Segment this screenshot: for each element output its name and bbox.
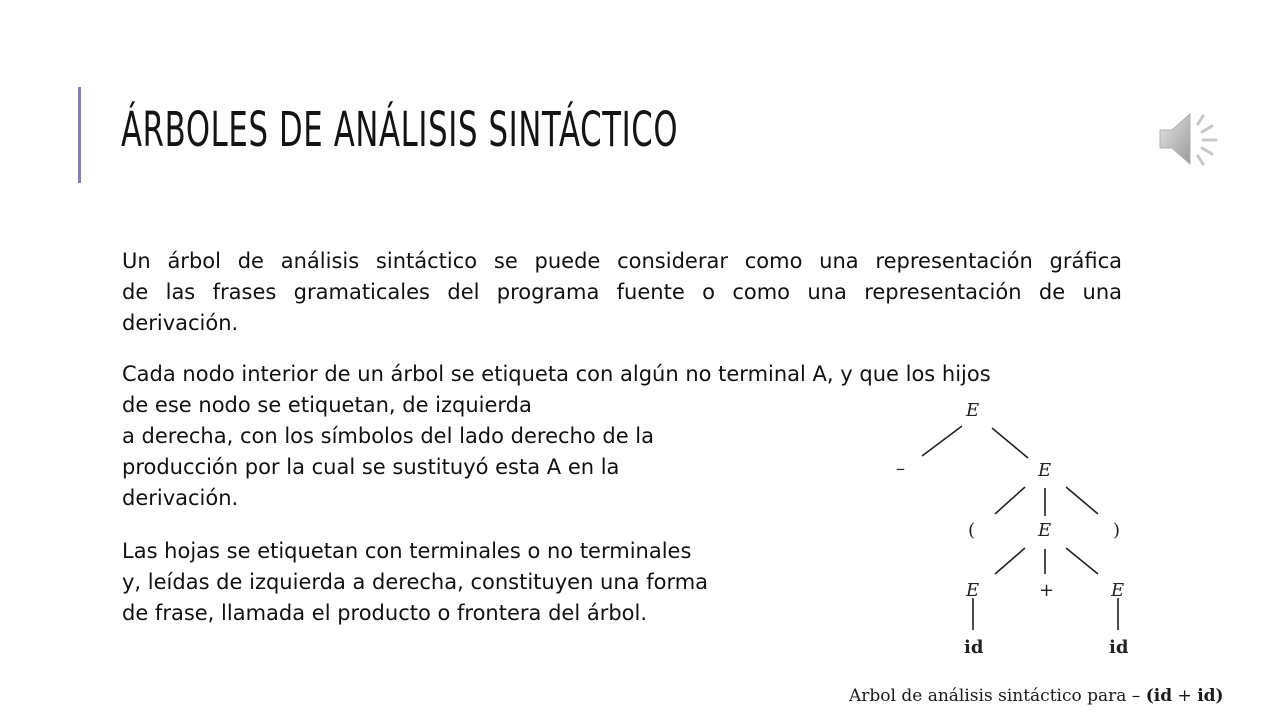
- paragraph-line: y, leídas de izquierda a derecha, constituyen una forma: [122, 570, 709, 594]
- tree-node-e5: E: [1111, 580, 1125, 601]
- tree-node-rparen: ): [1113, 520, 1121, 541]
- tree-node-minus: –: [896, 458, 905, 479]
- paragraph-definition: [122, 246, 1122, 339]
- tree-node-plus: +: [1039, 580, 1055, 601]
- paragraph-line: de ese nodo se etiquetan, de izquierda: [122, 393, 532, 417]
- paragraph-line: derivación.: [122, 311, 239, 335]
- caption-expr-open: (: [1145, 686, 1154, 706]
- tree-node-e3: E: [1038, 520, 1052, 541]
- tree-edge: [1066, 548, 1098, 574]
- tree-node-id2: id: [1109, 637, 1129, 658]
- caption-id2: id: [1197, 686, 1216, 706]
- caption-expr-close: ): [1215, 686, 1224, 706]
- tree-edge: [995, 548, 1025, 574]
- paragraph-line: de frase, llamada el producto o frontera del árbol.: [122, 601, 648, 625]
- tree-edge: [995, 487, 1025, 514]
- paragraph-line: Las hojas se etiquetan con terminales o no terminales: [122, 539, 692, 563]
- paragraph-line: producción por la cual se sustituyó esta A en la: [122, 455, 620, 479]
- tree-edge: [992, 428, 1028, 458]
- tree-node-root: E: [966, 400, 980, 421]
- title-accent-bar: [78, 87, 81, 183]
- tree-node-id1: id: [964, 637, 984, 658]
- paragraph-line: Un árbol de análisis sintáctico se puede considerar como una representación gráfica: [122, 249, 1122, 273]
- diagram-caption: [849, 686, 1224, 706]
- caption-op: +: [1177, 686, 1192, 706]
- speaker-icon[interactable]: [1156, 108, 1224, 170]
- caption-id1: id: [1153, 686, 1173, 706]
- tree-node-e2: E: [1038, 460, 1052, 481]
- tree-edge: [1066, 487, 1098, 514]
- paragraph-line: de las frases gramaticales del programa fuente o como una representación de una: [122, 280, 1122, 304]
- caption-prefix: Arbol de análisis sintáctico para –: [849, 686, 1141, 706]
- paragraph-line: derivación.: [122, 486, 239, 510]
- paragraph-line: a derecha, con los símbolos del lado derecho de la: [122, 424, 655, 448]
- slide-title: ÁRBOLES DE ANÁLISIS SINTÁCTICO: [121, 102, 679, 158]
- tree-node-e4: E: [966, 580, 980, 601]
- paragraph-leaves: [122, 536, 842, 629]
- tree-edge: [922, 426, 962, 456]
- paragraph-line: Cada nodo interior de un árbol se etiqueta con algún no terminal A, y que los hijos: [122, 362, 991, 386]
- tree-node-lparen: (: [968, 520, 976, 541]
- parse-tree-diagram: [880, 390, 1150, 670]
